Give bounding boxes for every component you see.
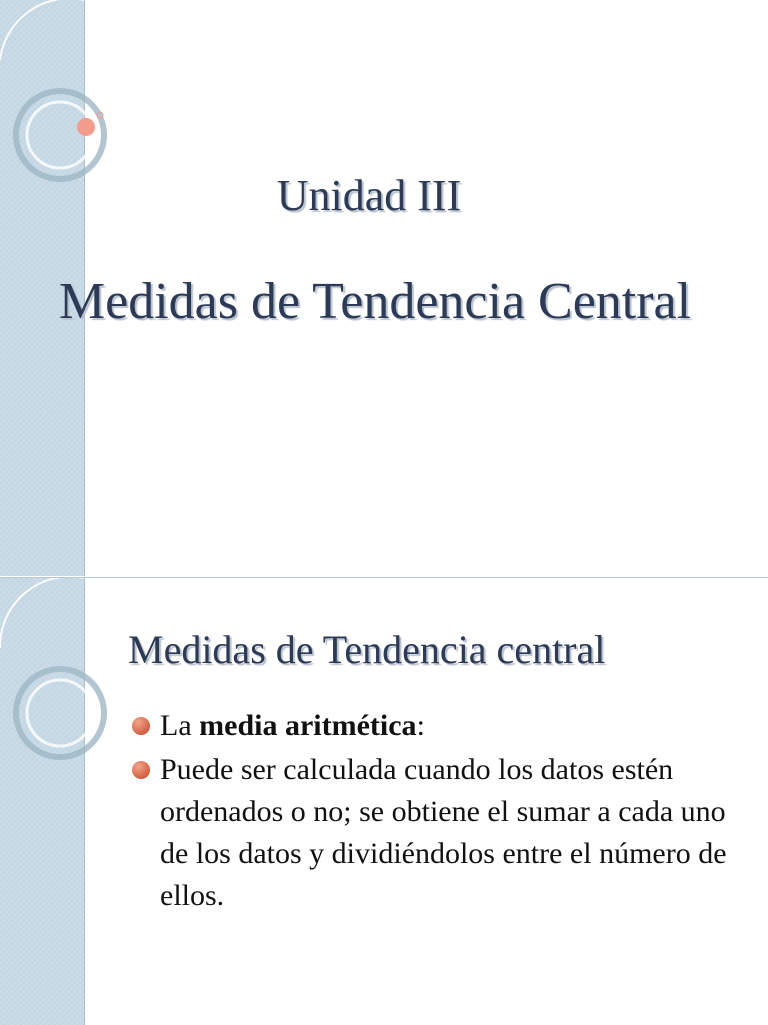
bullet-item <box>130 749 750 917</box>
slide-2 <box>0 577 768 1025</box>
bullet-dot-icon <box>132 761 150 779</box>
bullet-dot-icon <box>132 717 150 735</box>
bullet-list <box>130 705 750 919</box>
bullet-text: Puede ser calculada cuando los datos estén ordenados o no; se obtiene el sumar a cada uno de los datos y dividiéndolos entre el número de ellos. <box>160 753 727 912</box>
circle-ornament-icon <box>0 578 140 798</box>
bullet-term: media aritmética <box>199 709 417 742</box>
section-title: Medidas de Tendencia central <box>128 627 606 672</box>
bullet-item <box>130 705 750 747</box>
bullet-prefix: La <box>160 709 200 742</box>
slide-subtitle: Unidad III <box>276 171 462 220</box>
slide-title: Medidas de Tendencia Central <box>58 273 692 330</box>
bullet-suffix: : <box>416 709 425 742</box>
